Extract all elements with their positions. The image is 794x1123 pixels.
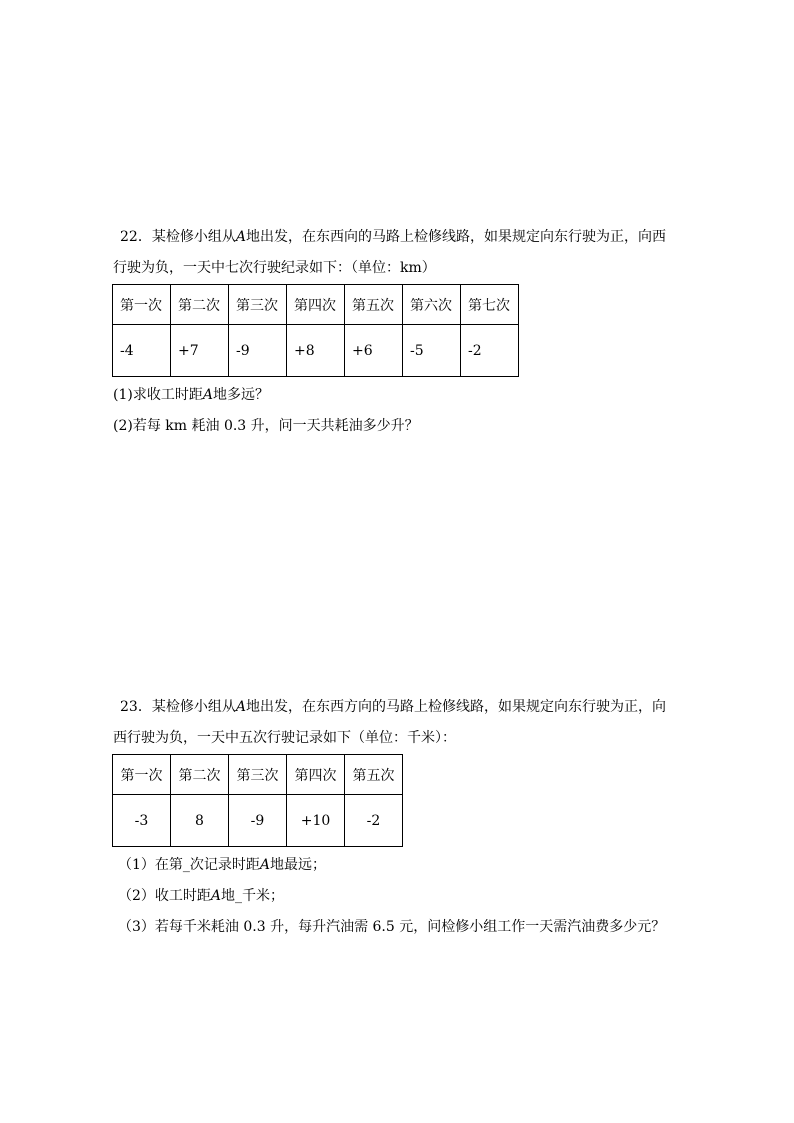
q23-record-table (112, 754, 403, 847)
q23-header-row (113, 755, 403, 795)
q23-value-cell: -2 (345, 795, 403, 847)
q23-header-cell: 第三次 (229, 755, 287, 795)
q22-header-cell: 第四次 (287, 285, 345, 325)
q22-value-cell: +8 (287, 325, 345, 377)
q23-subquestion-3: （3）若每千米耗油 0.3 升，每升汽油需 6.5 元，问检修小组工作一天需汽油费多少元？ (118, 919, 666, 935)
q22-value-cell: -9 (229, 325, 287, 377)
q22-value-cell: +7 (171, 325, 229, 377)
q22-stem-text-b: 地出发，在东西向的马路上检修线路，如果规定向东行驶为正，向西 (245, 229, 666, 245)
q23-sub1-text-a: （1）在第_次记录时距 (118, 857, 260, 873)
q23-stem-text-a: 23．某检修小组从 (120, 699, 236, 715)
q23-stem-line1 (120, 697, 666, 717)
q22-point-label: A (235, 229, 246, 245)
q23-stem-text-b: 地出发，在东西方向的马路上检修线路，如果规定向东行驶为正，向 (245, 699, 666, 715)
q23-value-row (113, 795, 403, 847)
q23-value-cell: -9 (229, 795, 287, 847)
q22-header-cell: 第七次 (461, 285, 519, 325)
q22-value-cell: -5 (403, 325, 461, 377)
q23-value-cell: -3 (113, 795, 171, 847)
q22-sub1-text-b: 地多远？ (212, 387, 269, 403)
q23-sub2-text-a: （2）收工时距 (118, 888, 211, 904)
q23-header-cell: 第一次 (113, 755, 171, 795)
q23-subquestion-1 (118, 855, 326, 875)
q23-value-cell: +10 (287, 795, 345, 847)
q23-sub2-text-b: 地_千米； (221, 888, 285, 904)
q23-value-cell: 8 (171, 795, 229, 847)
q23-header-cell: 第二次 (171, 755, 229, 795)
q23-header-cell: 第五次 (345, 755, 403, 795)
q22-header-cell: 第六次 (403, 285, 461, 325)
q22-value-cell: -4 (113, 325, 171, 377)
q22-header-cell: 第五次 (345, 285, 403, 325)
q23-sub1-point-label: A (259, 857, 271, 873)
q23-point-label: A (235, 699, 246, 715)
q22-sub1-text-a: (1)求收工时距 (113, 387, 203, 403)
q22-header-row (113, 285, 519, 325)
q22-stem-line2: 行驶为负，一天中七次行驶纪录如下：（单位：km） (113, 260, 436, 276)
q22-stem-text-a: 22．某检修小组从 (120, 229, 236, 245)
q22-value-row (113, 325, 519, 377)
q22-header-cell: 第一次 (113, 285, 171, 325)
q22-subquestion-2: (2)若每 km 耗油 0.3 升，问一天共耗油多少升？ (113, 418, 419, 434)
q22-sub1-point-label: A (202, 387, 213, 403)
q22-value-cell: +6 (345, 325, 403, 377)
q23-stem-line2: 西行驶为负，一天中五次行驶记录如下（单位：千米）： (113, 730, 456, 746)
q23-sub2-point-label: A (210, 888, 222, 904)
q22-header-cell: 第二次 (171, 285, 229, 325)
q22-subquestion-1 (113, 385, 269, 405)
q22-header-cell: 第三次 (229, 285, 287, 325)
q22-record-table (112, 284, 519, 377)
q23-header-cell: 第四次 (287, 755, 345, 795)
q22-stem-line1 (120, 227, 666, 247)
q23-sub1-text-b: 地最远； (270, 857, 327, 873)
q22-value-cell: -2 (461, 325, 519, 377)
q23-subquestion-2 (118, 886, 284, 906)
